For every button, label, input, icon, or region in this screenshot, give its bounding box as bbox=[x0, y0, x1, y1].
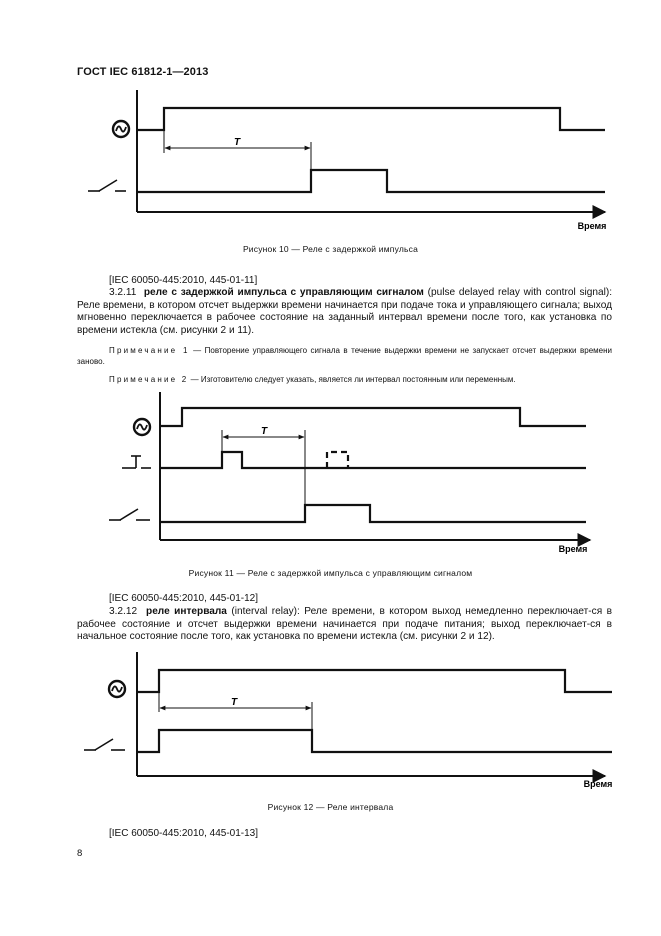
output-contact-icon bbox=[84, 739, 125, 750]
t-label: T bbox=[260, 426, 268, 437]
power-supply-sine-icon bbox=[109, 681, 125, 697]
figure-12-caption: Рисунок 12 — Реле интервала bbox=[267, 802, 394, 812]
document-header: ГОСТ IEC 61812-1—2013 bbox=[77, 66, 209, 78]
time-axis-label: Время bbox=[577, 221, 607, 231]
page-number: 8 bbox=[77, 848, 83, 859]
reference-445-01-11: [IEC 60050-445:2010, 445-01-11] bbox=[109, 275, 258, 286]
figure-11-caption: Рисунок 11 — Реле с задержкой импульса с управляющим сигналом bbox=[188, 568, 473, 578]
definition-3-2-11: 3.2.11 реле с задержкой импульса с управляющим сигналом (pulse delayed relay with control signal): Реле времени, в котором отсчет выдержки времени начинается при подаче тока и управляющего сигнала; выход мгновенно переключается в рабочее состояние на заданный интервал времени после того, как установка по времени истекла (см. рисунки 2 и 11). bbox=[77, 287, 613, 337]
output-signal-trace bbox=[137, 730, 612, 752]
term-3-2-11: реле с задержкой импульса с управляющим сигналом bbox=[143, 287, 424, 298]
figure-10-caption: Рисунок 10 — Реле с задержкой импульса bbox=[242, 244, 419, 254]
term-3-2-12: реле интервала bbox=[146, 606, 227, 617]
definition-3-2-12: 3.2.12 реле интервала (interval relay): Реле времени, в котором выход немедленно переключает-ся в рабочее состояние и отсчет выдержки времени начинается при подаче питания; выход переключает-ся в начальное состояние после того, как установка по времени истекла (см. рисунки 2 и 12). bbox=[77, 606, 613, 643]
time-axis-label: Время bbox=[558, 544, 588, 554]
t-label: T bbox=[230, 697, 238, 708]
time-axis-label: Время bbox=[583, 779, 613, 789]
reference-445-01-13: [IEC 60050-445:2010, 445-01-13] bbox=[109, 828, 258, 839]
reference-445-01-12: [IEC 60050-445:2010, 445-01-12] bbox=[109, 593, 258, 604]
power-signal-trace bbox=[137, 670, 612, 692]
t-label: T bbox=[233, 137, 241, 148]
note-1: Примечание 1 — Повторение управляющего сигнала в течение выдержки времени не запускает отсчет выдержки времени заново. bbox=[77, 346, 612, 366]
note-2: Примечание 2 — Изготовителю следует указать, является ли интервал постоянным или переменным. bbox=[109, 375, 516, 384]
